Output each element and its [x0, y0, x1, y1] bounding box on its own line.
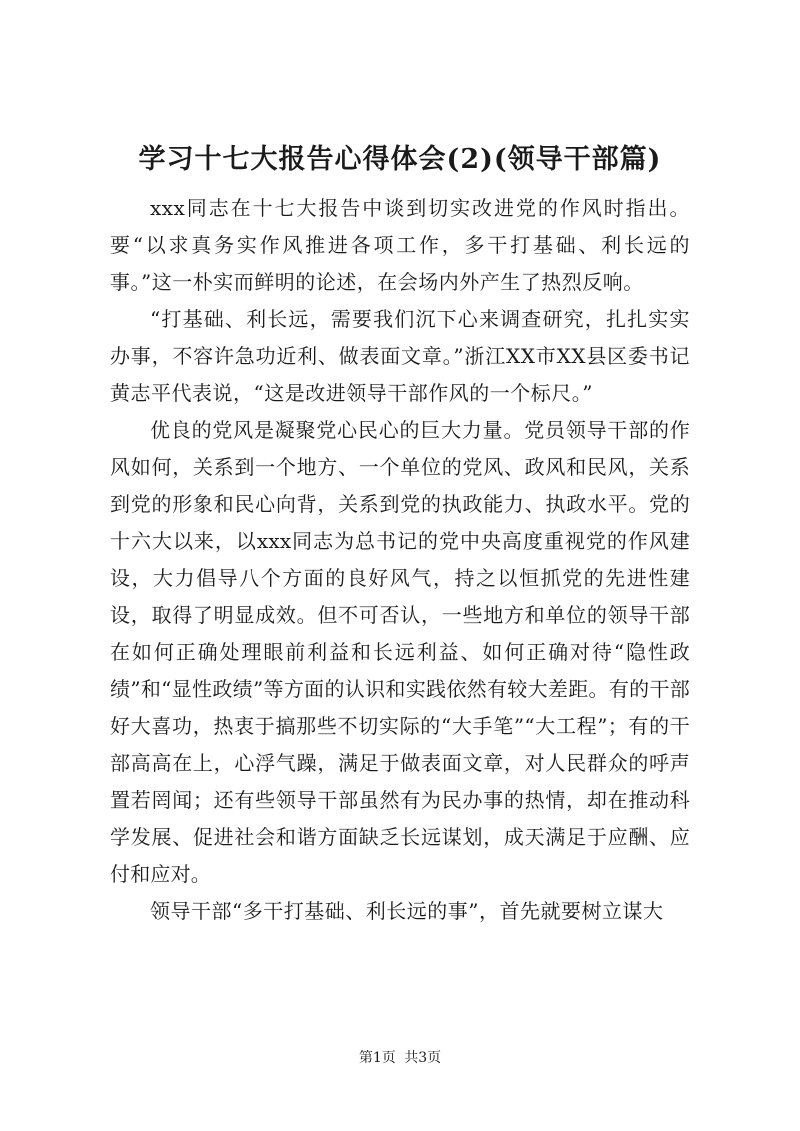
document-title: 学习十七大报告心得体会(2)(领导干部篇) — [138, 144, 662, 175]
page-number: 第1页 — [358, 1050, 396, 1066]
page-footer — [0, 1048, 800, 1068]
document-body — [110, 190, 690, 930]
paragraph-1: xxx同志在十七大报告中谈到切实改进党的作风时指出。要“以求真务实作风推进各项工作，多干打基础、利长远的事。”这一朴实而鲜明的论述，在会场内外产生了热烈反响。 — [110, 196, 690, 294]
paragraph-4: 领导干部“多干打基础、利长远的事”，首先就要树立谋大 — [150, 899, 664, 923]
page-total: 共3页 — [404, 1050, 442, 1066]
paragraph-3: 优良的党风是凝聚党心民心的巨大力量。党员领导干部的作风如何，关系到一个地方、一个单位的党风、政风和民风，关系到党的形象和民心向背，关系到党的执政能力、执政水平。党的十六大以来，以xxx同志为总书记的党中央高度重视党的作风建设，大力倡导八个方面的良好风气，持之以恒抓党的先进性建设，取得了明显成效。但不可否认，一些地方和单位的领导干部在如何正确处理眼前利益和长远利益、如何正确对待“隐性政绩”和“显性政绩”等方面的认识和实践依然有较大差距。有的干部好大喜功，热衷于搞那些不切实际的“大手笔”“大工程”；有的干部高高在上，心浮气躁，满足于做表面文章，对人民群众的呼声置若罔闻；还有些领导干部虽然有为民办事的热情，却在推动科学发展、促进社会和谐方面缺乏长远谋划，成天满足于应酬、应付和应对。 — [110, 418, 690, 886]
paragraph-2: “打基础、利长远，需要我们沉下心来调查研究，扎扎实实办事，不容许急功近利、做表面文章。”浙江XX市XX县区委书记黄志平代表说，“这是改进领导干部作风的一个标尺。” — [110, 307, 690, 405]
